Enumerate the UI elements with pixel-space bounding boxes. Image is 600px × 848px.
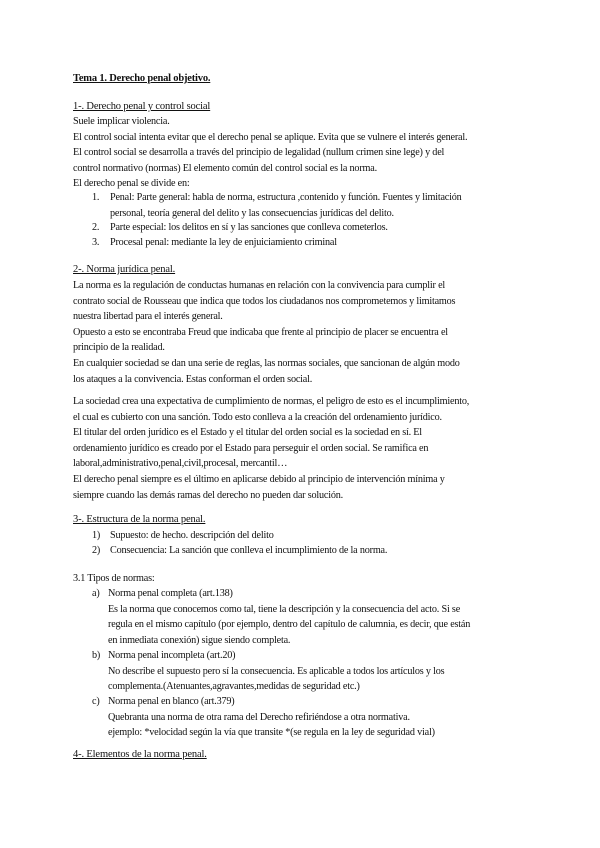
section-3-heading: 3-. Estructura de la norma penal. [73,514,206,525]
list-number: 1) [92,530,101,541]
paragraph-line: Opuesto a esto se encontraba Freud que indicaba que frente al principio de placer se encuentra el [73,326,448,338]
paragraph-line: El titular del orden jurídico es el Estado y el titular del orden social es la sociedad en sí. El [73,427,422,439]
paragraph-line: El control social se desarrolla a través del principio de legalidad (nullum crimen sine lege) y del [73,147,445,159]
list-letter: a) [92,588,100,599]
paragraph-line: El derecho penal siempre es el último en aplicarse debido al principio de intervención mínima y [73,473,445,485]
list-item-line: complementa.(Atenuantes,agravantes,medidas de seguridad etc.) [108,681,360,693]
paragraph-line: siempre cuando las demás ramas del derecho no pueden dar solución. [73,489,343,501]
list-item [108,694,435,741]
paragraph-line: el cual es cubierto con una sanción. Todo esto conlleva a la creación del ordenamiento jurídico. [73,411,442,423]
list-item: Consecuencia: La sanción que conlleva el incumplimiento de la norma. [110,545,388,556]
list-item: Supuesto: de hecho. descripción del delito [110,530,274,541]
list-item [108,648,444,695]
list-letter: c) [92,696,100,707]
list-number: 3. [92,237,100,248]
paragraph-line: nuestra libertad para el interés general. [73,311,223,323]
section-2-paragraph-1 [73,278,533,387]
list-item-line: No describe el supuesto pero sí la consecuencia. Es aplicable a todos los artículos y los [108,665,445,677]
list-number: 2) [92,545,101,556]
list-item-line: Norma penal completa (art.138) [108,588,233,599]
section-2-heading: 2-. Norma jurídica penal. [73,264,176,275]
list-item [110,235,337,251]
section-1-heading: 1-. Derecho penal y control social [73,101,211,112]
paragraph-line: control normativo (normas) El elemento común del control social es la norma. [73,162,377,174]
section-2-paragraph-2 [73,394,533,503]
list-item-line: en inmediata conexión) sigue siendo completa. [108,634,291,646]
list-item-line: regula en el mismo capítulo (por ejemplo, dentro del capítulo de calumnia, es decir, que están [108,619,471,631]
document-title: Tema 1. Derecho penal objetivo. [73,73,211,84]
list-item-line: Es la norma que conocemos como tal, tiene la descripción y la consecuencia del acto. Si se [108,603,461,615]
list-item-line: Quebranta una norma de otra rama del Derecho refiriéndose a otra normativa. [108,711,410,723]
paragraph-line: El control social intenta evitar que el derecho penal se aplique. Evita que se vulnere el interés general. [73,131,468,143]
list-item [110,190,462,221]
paragraph-line: El derecho penal se divide en: [73,178,190,190]
list-letter: b) [92,650,101,661]
paragraph-line: La norma es la regulación de conductas humanas en relación con la convivencia para cumplir el [73,280,446,291]
list-number: 2. [92,222,100,233]
paragraph-line: contrato social de Rousseau que indica que todos los ciudadanos nos comprometemos y limitamos [73,295,456,307]
paragraph-line: los ataques a la convivencia. Estas conforman el orden social. [73,373,313,385]
list-item-line: Parte especial: los delitos en sí y las sanciones que conlleva cometerlos. [110,222,388,233]
list-item [110,220,388,236]
section-3-1-heading: 3.1 Tipos de normas: [73,573,155,584]
section-4-heading: 4-. Elementos de la norma penal. [73,749,207,760]
paragraph-line: principio de la realidad. [73,342,165,354]
list-item-line: ejemplo: *velocidad según la vía que transite *(se regula en la ley de seguridad vial) [108,727,435,739]
paragraph-line: Suele implicar violencia. [73,116,170,127]
section-1-intro [73,114,533,192]
list-item-line: personal, teoría general del delito y las consecuencias jurídicas del delito. [110,207,394,219]
paragraph-line: En cualquier sociedad se dan una serie de reglas, las normas sociales, que sancionan de algún modo [73,357,460,369]
list-item [108,586,470,648]
paragraph-line: ordenamiento jurídico es creado por el Estado para perseguir el orden social. Se ramifica en [73,442,429,454]
list-number: 1. [92,192,100,203]
list-item-line: Procesal penal: mediante la ley de enjuiciamiento criminal [110,237,337,248]
list-item-line: Norma penal incompleta (art.20) [108,650,236,661]
paragraph-line: laboral,administrativo,penal,civil,procesal, mercantil… [73,458,288,470]
list-item-line: Norma penal en blanco (art.379) [108,696,235,707]
list-item-line: Penal: Parte general: habla de norma, estructura ,contenido y función. Fuentes y limitación [110,192,462,203]
paragraph-line: La sociedad crea una expectativa de cumplimiento de normas, el peligro de esto es el incumplimiento, [73,396,470,407]
